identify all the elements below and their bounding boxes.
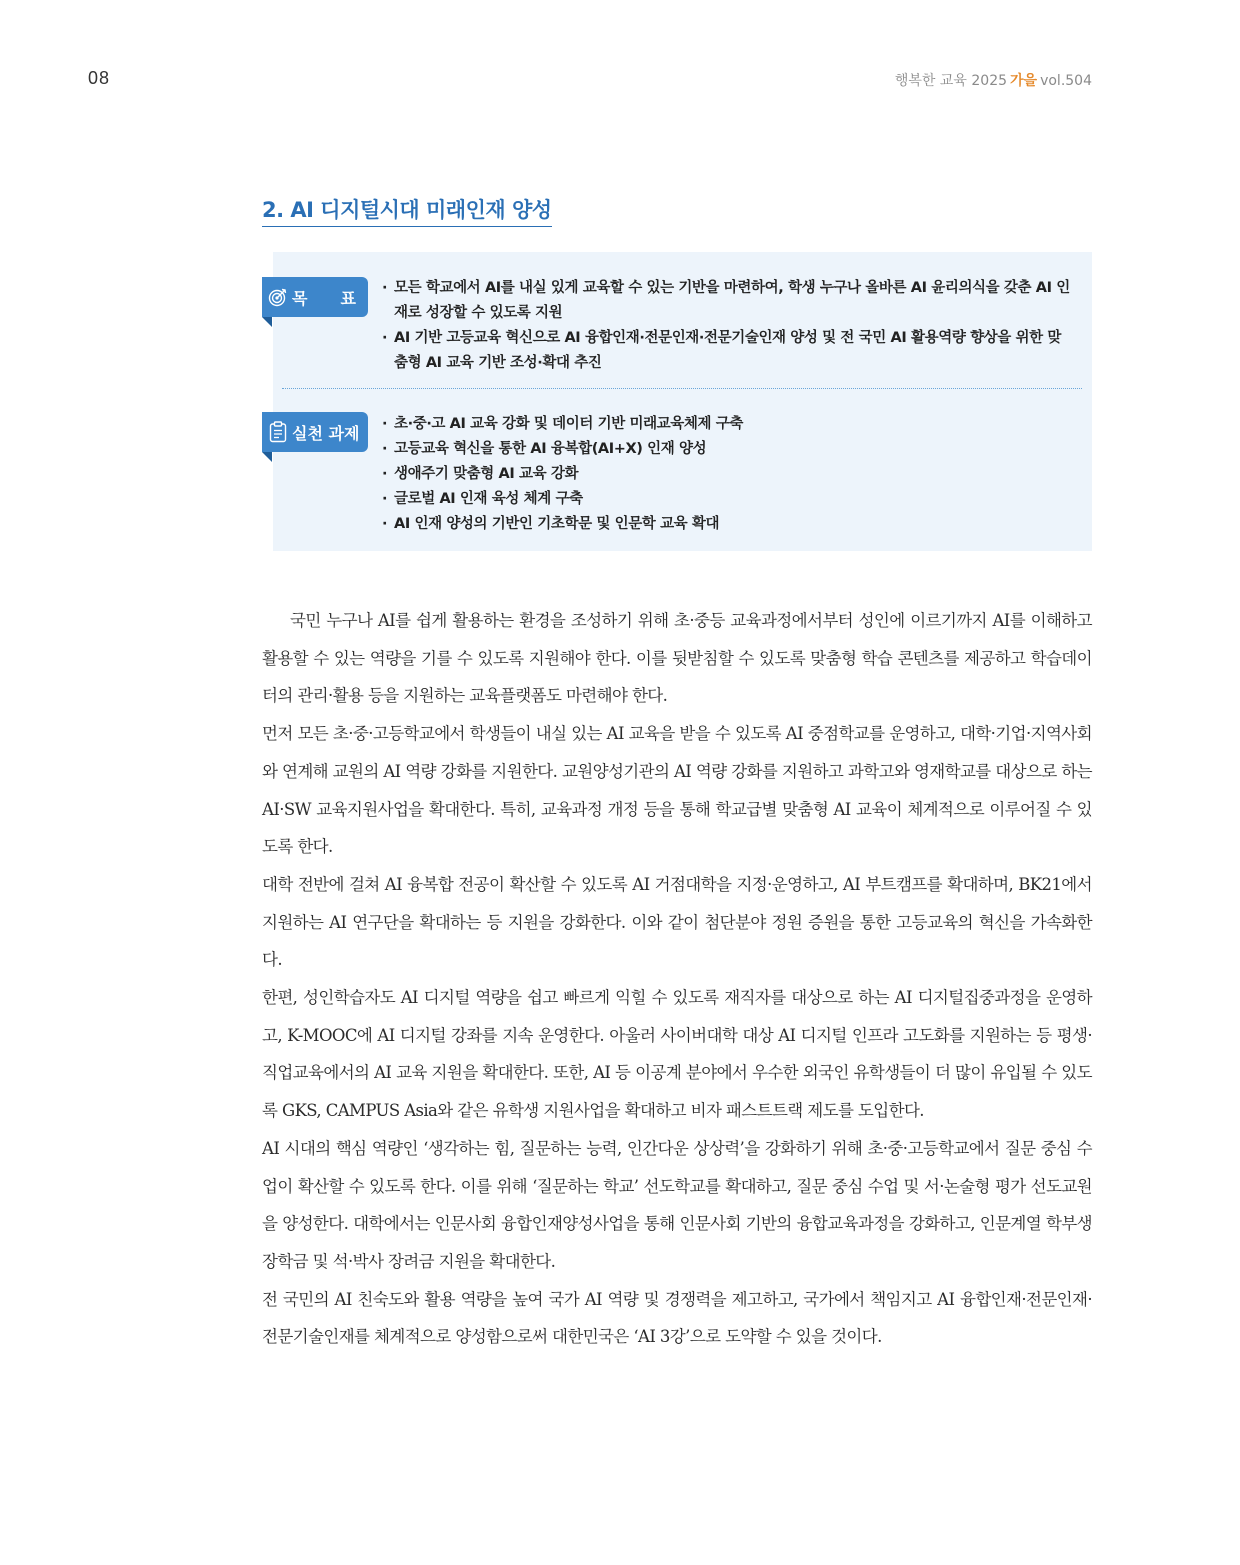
goal-list <box>382 276 1072 376</box>
body-paragraph: 먼저 모든 초·중·고등학교에서 학생들이 내실 있는 AI 교육을 받을 수 있도록 AI 중점학교를 운영하고, 대학·기업·지역사회와 연계해 교원의 AI 역량 강화를 지원한다. 교원양성기관의 AI 역량 강화를 지원하고 과학고와 영재학교를 대상으로 하는 AI·SW 교육지원사업을 확대한다. 특히, 교육과정 개정 등을 통해 학교급별 맞춤형 AI 교육이 체계적으로 이루어질 수 있도록 한다. <box>262 724 1092 857</box>
task-item: · 생애주기 맞춤형 AI 교육 강화 <box>382 462 1072 487</box>
goal-label-tag <box>262 277 368 317</box>
task-item: · 고등교육 혁신을 통한 AI 융복합(AI+X) 인재 양성 <box>382 437 1072 462</box>
task-item: · 초·중·고 AI 교육 강화 및 데이터 기반 미래교육체제 구축 <box>382 412 1072 437</box>
body-text <box>262 602 1092 1356</box>
volume-label: vol.504 <box>1040 73 1092 89</box>
task-item: · 글로벌 AI 인재 육성 체계 구축 <box>382 487 1072 512</box>
goal-item: · 모든 학교에서 AI를 내실 있게 교육할 수 있는 기반을 마련하여, 학생 누구나 올바른 AI 윤리의식을 갖춘 AI 인재로 성장할 수 있도록 지원 <box>382 276 1072 326</box>
task-list <box>382 412 1072 537</box>
running-header <box>895 70 1092 90</box>
target-icon <box>268 287 288 307</box>
goal-label: 목 표 <box>292 288 356 308</box>
body-paragraph: AI 시대의 핵심 역량인 ‘생각하는 힘, 질문하는 능력, 인간다운 상상력’을 강화하기 위해 초·중·고등학교에서 질문 중심 수업이 확산할 수 있도록 한다. 이를 위해 ‘질문하는 학교’ 선도학교를 확대하고, 질문 중심 수업 및 서·논술형 평가 선도교원을 양성한다. 대학에서는 인문사회 융합인재양성사업을 통해 인문사회 기반의 융합교육과정을 강화하고, 인문계열 학부생 장학금 및 석·박사 장려금 지원을 확대한다. <box>262 1138 1092 1271</box>
body-paragraph: 국민 누구나 AI를 쉽게 활용하는 환경을 조성하기 위해 초·중등 교육과정에서부터 성인에 이르기까지 AI를 이해하고 활용할 수 있는 역량을 기를 수 있도록 지원해야 한다. 이를 뒷받침할 수 있도록 맞춤형 학습 콘텐츠를 제공하고 학습데이터의 관리·활용 등을 지원하는 교육플랫폼도 마련해야 한다. <box>262 611 1092 706</box>
magazine-title: 행복한 교육 2025 <box>894 73 1008 89</box>
body-paragraph: 대학 전반에 걸쳐 AI 융복합 전공이 확산할 수 있도록 AI 거점대학을 지정·운영하고, AI 부트캠프를 확대하며, BK21에서 지원하는 AI 연구단을 확대하는 등 지원을 강화한다. 이와 같이 첨단분야 정원 증원을 통한 고등교육의 혁신을 가속화한다. <box>262 874 1092 970</box>
goal-item: · AI 기반 고등교육 혁신으로 AI 융합인재·전문인재·전문기술인재 양성 및 전 국민 AI 활용역량 향상을 위한 맞춤형 AI 교육 기반 조성·확대 추진 <box>382 326 1072 376</box>
season-label: 가을 <box>1010 73 1038 89</box>
section-divider <box>282 388 1082 389</box>
body-paragraph: 전 국민의 AI 친숙도와 활용 역량을 높여 국가 AI 역량 및 경쟁력을 제고하고, 국가에서 책임지고 AI 융합인재·전문인재·전문기술인재를 체계적으로 양성함으로써 대한민국은 ‘AI 3강’으로 도약할 수 있을 것이다. <box>262 1289 1092 1347</box>
body-paragraph: 한편, 성인학습자도 AI 디지털 역량을 쉽고 빠르게 익힐 수 있도록 재직자를 대상으로 하는 AI 디지털집중과정을 운영하고, K-MOOC에 AI 디지털 강좌를 지속 운영한다. 아울러 사이버대학 대상 AI 디지털 인프라 고도화를 지원하는 등 평생·직업교육에서의 AI 교육 지원을 확대한다. 또한, AI 등 이공계 분야에서 우수한 외국인 유학생들이 더 많이 유입될 수 있도록 GKS, CAMPUS Asia와 같은 유학생 지원사업을 확대하고 비자 패스트트랙 제도를 도입한다. <box>262 988 1092 1121</box>
section-title: 2. AI 디지털시대 미래인재 양성 <box>262 194 552 227</box>
task-item: · AI 인재 양성의 기반인 기초학문 및 인문학 교육 확대 <box>382 512 1072 537</box>
page-number: 08 <box>88 68 111 88</box>
task-label: 실천 과제 <box>292 423 360 443</box>
clipboard-icon <box>268 421 288 443</box>
task-label-tag <box>262 412 368 452</box>
